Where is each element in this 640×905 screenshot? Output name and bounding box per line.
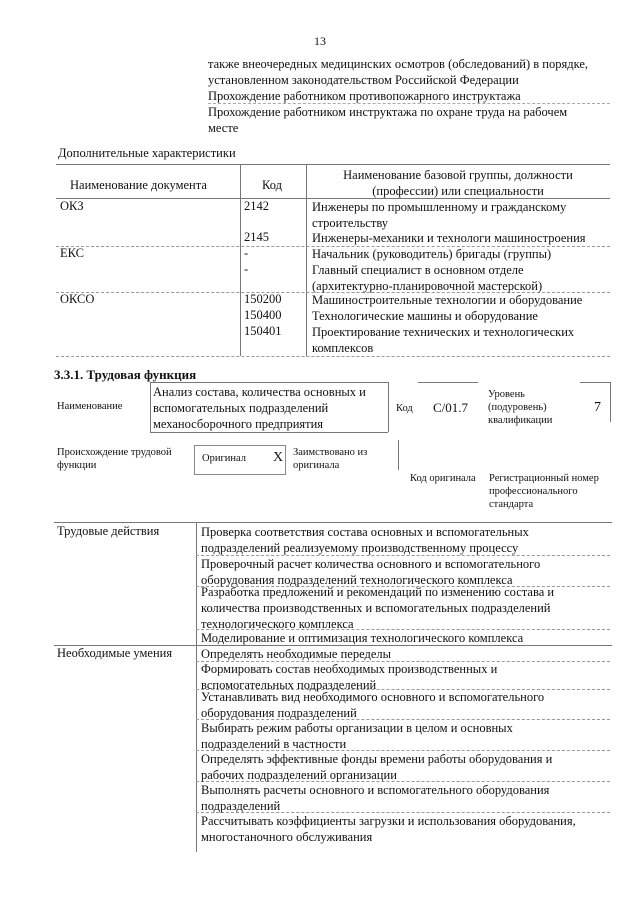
name-cell: [312, 308, 606, 324]
function-name-border: [150, 432, 388, 433]
code-cell: -: [244, 246, 249, 260]
name-line: комплексов: [312, 341, 374, 355]
header-line: Наименование базовой группы, должности: [343, 168, 573, 182]
required-skill: [201, 813, 608, 845]
level-box-border: [610, 382, 611, 422]
name-line: Проектирование технических и технологических: [312, 325, 575, 339]
action-line: технологического комплекса: [201, 617, 354, 631]
table-divider: [196, 522, 197, 852]
code-cell: 150200: [244, 292, 282, 306]
name-line: Инженеры по промышленному и гражданскому: [312, 200, 567, 214]
code-cell: 150401: [244, 324, 282, 338]
skill-line: Устанавливать вид необходимого основного и вспомогательного: [201, 690, 545, 704]
skill-line: Выполнять расчеты основного и вспомогательного оборудования: [201, 783, 550, 797]
function-name-line: вспомогательных подразделений: [153, 401, 329, 415]
name-line: (архитектурно-планировочной мастерской): [312, 279, 543, 293]
level-label: [488, 388, 552, 427]
header-document: Наименование документа: [70, 178, 207, 192]
borrowed-label: [293, 446, 367, 472]
page-number: 13: [314, 34, 326, 48]
name-cell: [312, 199, 606, 231]
level-label-line: квалификации: [488, 415, 553, 426]
header-code: Код: [262, 178, 282, 192]
name-line: Начальник (руководитель) бригады (группы): [312, 247, 552, 261]
name-cell: [312, 292, 606, 308]
function-name-border: [388, 382, 389, 432]
skill-line: Формировать состав необходимых производственных и: [201, 662, 498, 676]
skill-line: оборудования подразделений: [201, 706, 357, 720]
function-name: [153, 384, 383, 432]
skill-line: Рассчитывать коэффициенты загрузки и использования оборудования,: [201, 814, 576, 828]
actions-label: Трудовые действия: [57, 524, 160, 538]
name-line: Технологические машины и оборудование: [312, 309, 538, 323]
origin-label-line: Происхождение трудовой: [57, 447, 172, 458]
level-box-border: [580, 382, 610, 383]
action-line: количества производственных и вспомогательных подразделений: [201, 601, 551, 615]
action-line: Моделирование и оптимизация технологического комплекса: [201, 631, 524, 645]
action-line: Проверка соответствия состава основных и вспомогательных: [201, 525, 529, 539]
origin-code-label: Код оригинала: [410, 473, 476, 484]
table-border: [54, 522, 612, 523]
header-group-name: [312, 167, 604, 199]
text-line: Прохождение работником противопожарного инструктажа: [208, 88, 610, 104]
skill-line: многостаночного обслуживания: [201, 830, 373, 844]
name-line: Главный специалист в основном отделе: [312, 263, 524, 277]
origin-divider: [398, 440, 399, 470]
additional-characteristics-title: Дополнительные характеристики: [58, 146, 236, 160]
action-line: Разработка предложений и рекомендаций по изменению состава и: [201, 585, 555, 599]
reg-number-label-line: стандарта: [489, 499, 534, 510]
origin-label-line: функции: [57, 460, 97, 471]
code-cell: 2145: [244, 230, 269, 244]
required-skill: [201, 782, 608, 814]
name-cell: [312, 324, 606, 356]
name-cell: [312, 262, 606, 294]
reg-number-label-line: профессионального: [489, 486, 578, 497]
function-name-border: [150, 382, 388, 383]
code-box-border: [418, 382, 478, 383]
origin-label: [57, 446, 172, 472]
skills-label: Необходимые умения: [57, 646, 173, 660]
skill-line: Определять необходимые переделы: [201, 647, 392, 661]
original-label: Оригинал: [202, 453, 246, 464]
skill-line: подразделений: [201, 799, 281, 813]
reg-number-label: [489, 472, 599, 511]
name-line: Инженеры-механики и технологи машиностроения: [312, 231, 586, 245]
name-cell: [312, 230, 606, 246]
function-name-line: Анализ состава, количества основных и: [153, 385, 366, 399]
skill-line: Выбирать режим работы организации в целом и основных: [201, 721, 513, 735]
top-continuation-text: [208, 56, 610, 136]
table-border: [56, 164, 610, 165]
row-divider: [56, 356, 610, 357]
name-line: Машиностроительные технологии и оборудование: [312, 293, 583, 307]
required-skill: [201, 689, 608, 721]
level-label-line: Уровень: [488, 389, 525, 400]
text-line: Прохождение работником инструктажа по охране труда на рабочем: [208, 105, 568, 119]
original-checkmark: X: [273, 450, 284, 465]
table-divider: [306, 164, 307, 356]
reg-number-label-line: Регистрационный номер: [489, 473, 599, 484]
header-line: (профессии) или специальности: [372, 184, 544, 198]
labor-action: [201, 630, 608, 646]
doc-cell: ОКСО: [60, 292, 95, 306]
code-label: Код: [396, 403, 413, 414]
doc-cell: ОКЗ: [60, 199, 84, 213]
skill-line: Определять эффективные фонды времени работы оборудования и: [201, 752, 553, 766]
skill-line: вспомогательных подразделений: [201, 678, 377, 692]
function-name-border: [150, 382, 151, 432]
doc-cell: ЕКС: [60, 246, 84, 260]
code-cell: 150400: [244, 308, 282, 322]
code-cell: -: [244, 262, 249, 276]
labor-action: [201, 584, 608, 632]
borrowed-label-line: Заимствовано из: [293, 447, 368, 458]
text-line: установленном законодательством Российской Федерации: [208, 73, 519, 87]
labor-action: [201, 524, 608, 556]
section-title: 3.3.1. Трудовая функция: [54, 367, 197, 382]
text-line: также внеочередных медицинских осмотров (обследований) в порядке,: [208, 57, 589, 71]
required-skill: [201, 646, 608, 662]
text-line: месте: [208, 121, 239, 135]
action-line: Проверочный расчет количества основного и вспомогательного: [201, 557, 541, 571]
borrowed-label-line: оригинала: [293, 460, 340, 471]
table-divider: [240, 164, 241, 356]
level-label-line: (подуровень): [488, 402, 547, 413]
action-line: оборудования подразделений технологического комплекса: [201, 573, 513, 587]
required-skill: [201, 720, 608, 752]
name-cell: [312, 246, 606, 262]
name-line: строительству: [312, 216, 389, 230]
required-skill: [201, 751, 608, 783]
skill-line: подразделений в частности: [201, 737, 347, 751]
function-name-line: механосборочного предприятия: [153, 417, 324, 431]
action-line: подразделений реализуемому производственному процессу: [201, 541, 519, 555]
code-cell: 2142: [244, 199, 269, 213]
qualification-level: 7: [594, 400, 601, 415]
name-label: Наименование: [57, 401, 123, 412]
skill-line: рабочих подразделений организации: [201, 768, 397, 782]
function-code: С/01.7: [433, 400, 469, 415]
